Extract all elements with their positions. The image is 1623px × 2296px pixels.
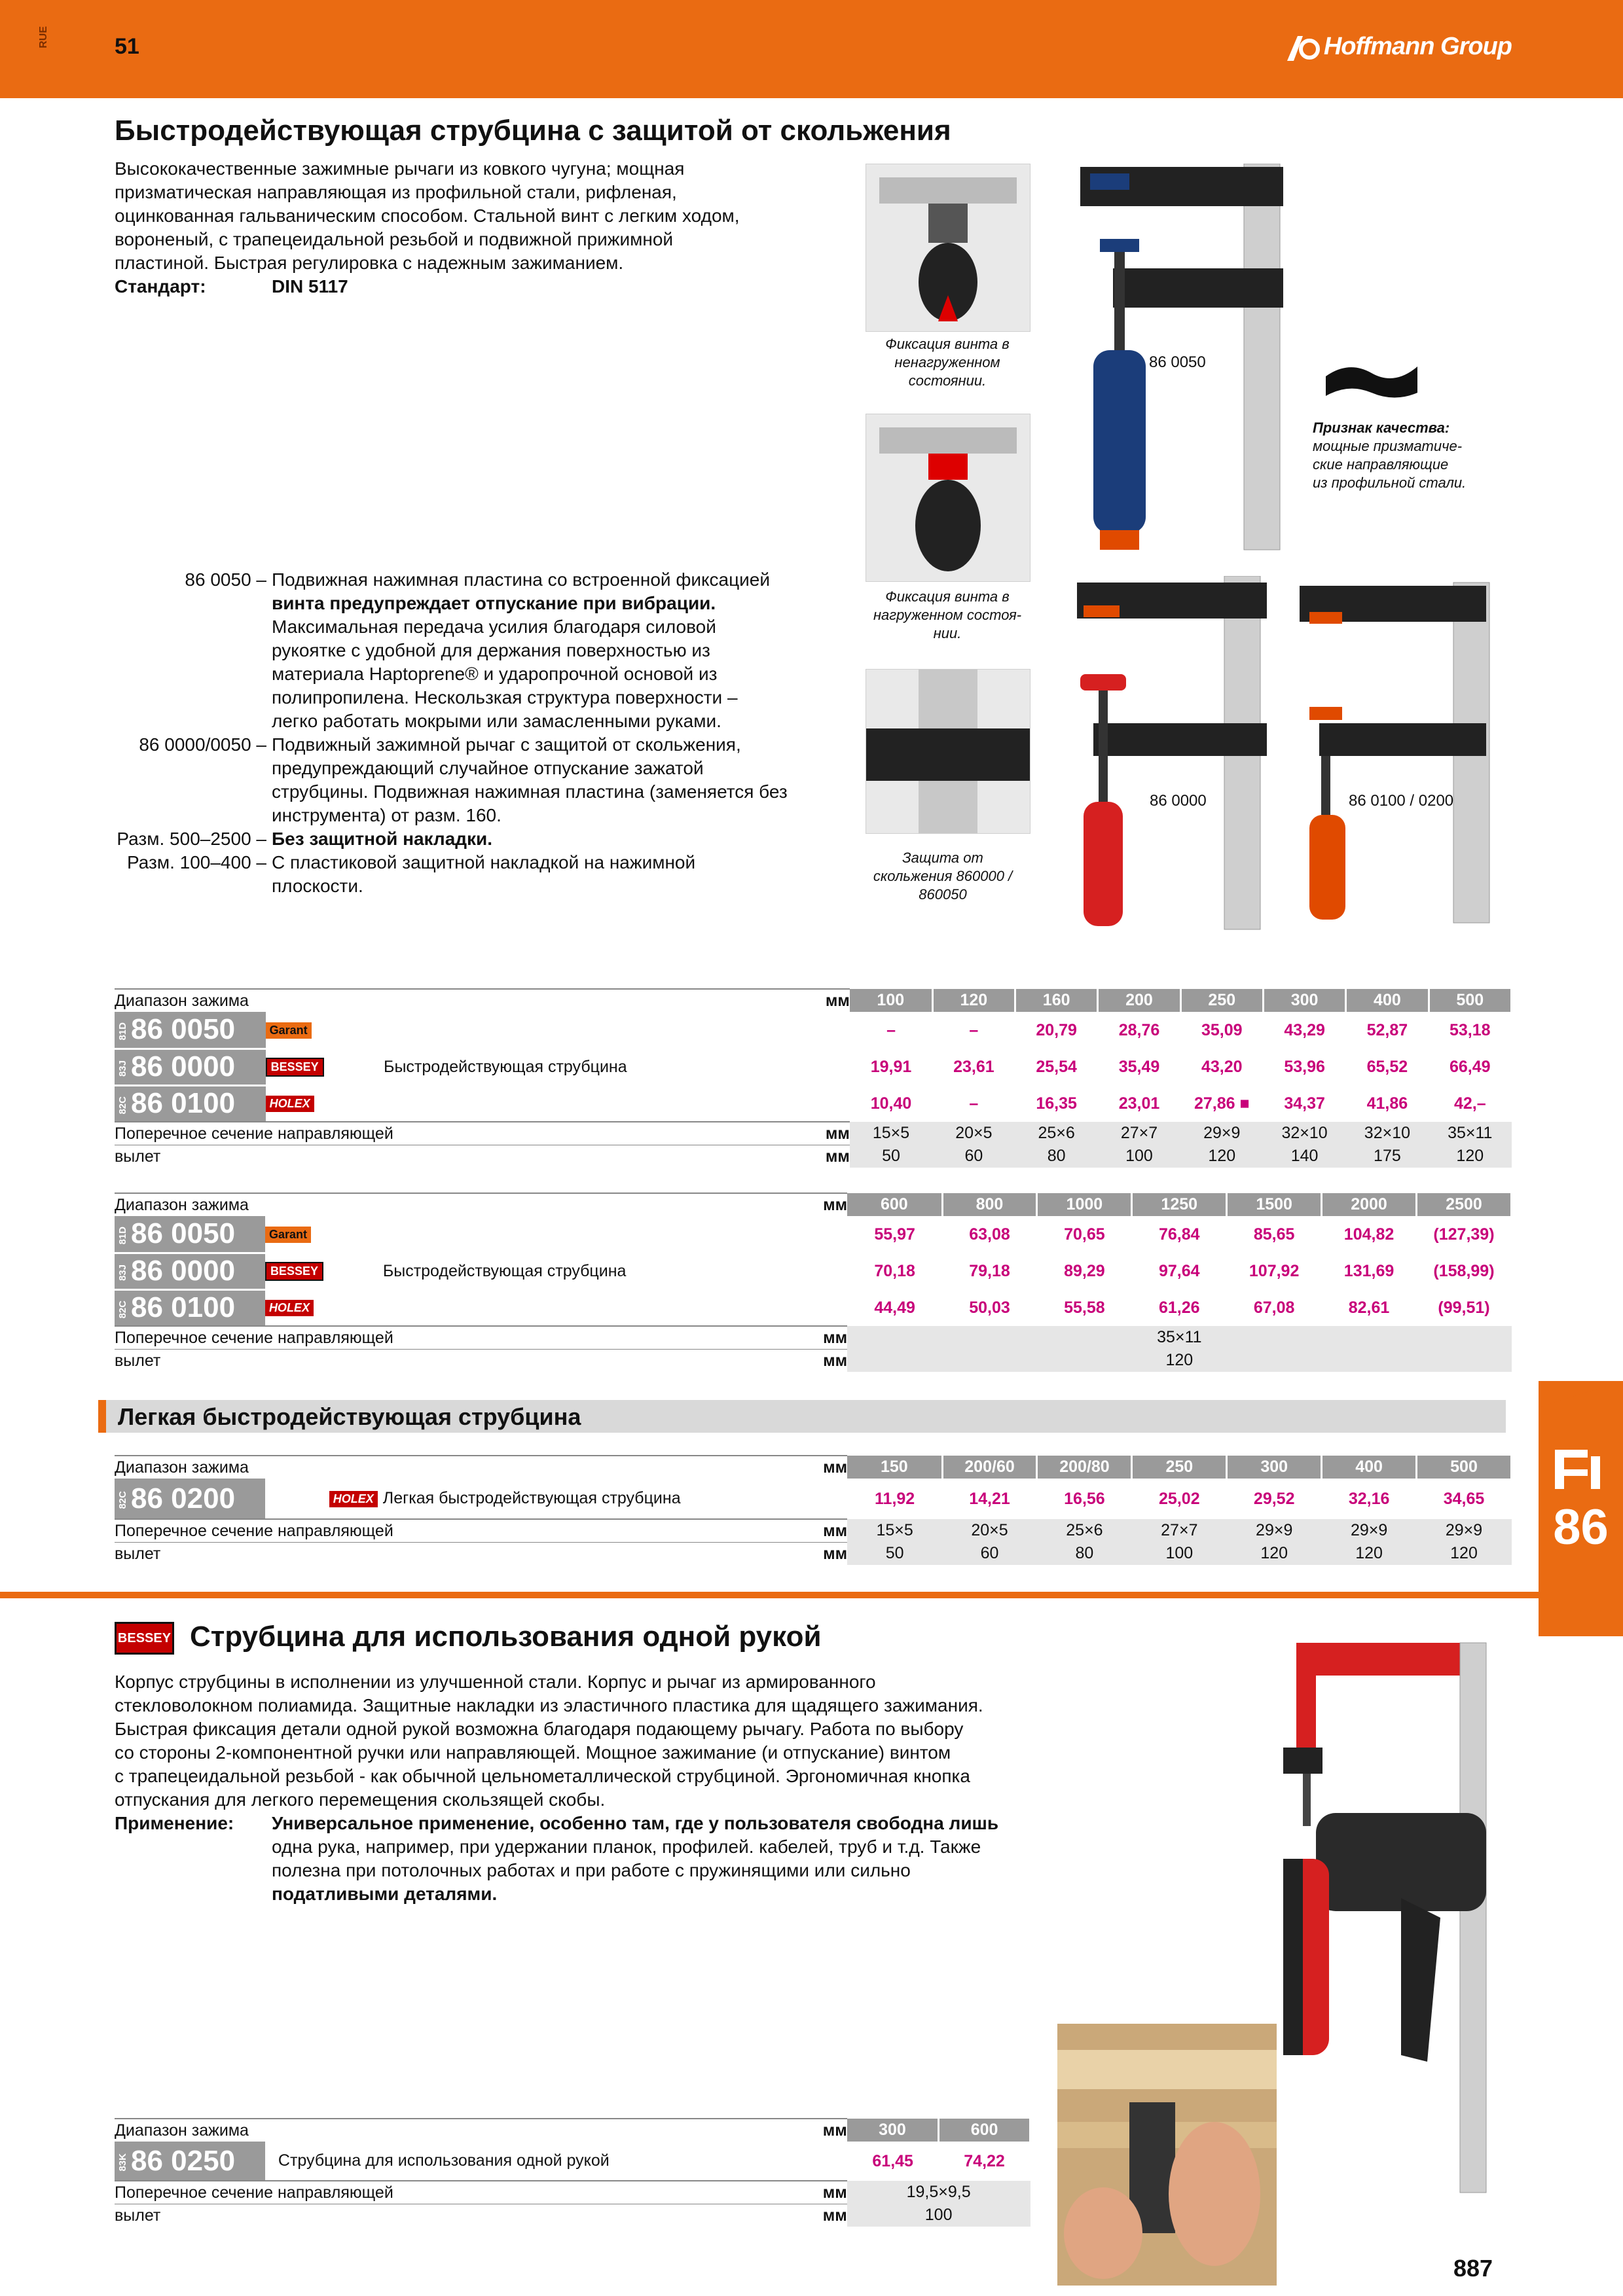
caption-slip-protection (851, 849, 1034, 904)
code-prefix: 82C (117, 1096, 128, 1115)
range-label: Диапазон зажима (115, 2119, 526, 2142)
body-line: с трапецеидальной резьбой - как обычной цельнометаллической струбциной. Эргономичная кнопка (115, 1766, 970, 1786)
unit-label: мм (526, 2119, 847, 2142)
article-number: 86 0000 (131, 1050, 236, 1083)
article-number: 86 0050 (131, 1013, 236, 1046)
cross-cell: 32×10 (1263, 1122, 1345, 1145)
caption-line: скольжения 860000 / (873, 868, 1013, 884)
reach-cell: 120 (1429, 1145, 1511, 1168)
table-row (115, 1479, 1512, 1519)
brand-cell (266, 1049, 384, 1085)
price-cell: 67,08 (1253, 1298, 1295, 1317)
bessey-logo: BESSEY (265, 1262, 323, 1281)
price-cell: 41,86 (1366, 1094, 1408, 1113)
price-cell: 20,79 (1036, 1020, 1077, 1039)
label-860000: 86 0000 (1150, 792, 1207, 810)
caption-line: Фиксация винта в (885, 588, 1010, 605)
unit-label: мм (644, 1350, 847, 1372)
bessey-logo: BESSEY (115, 1622, 174, 1655)
section2-title: Легкая быстродействующая струбцина (118, 1403, 581, 1430)
cross-label: Поперечное сечение направляющей (115, 1519, 644, 1543)
caption-line: из профильной стали. (1313, 475, 1467, 491)
size-cell: 1500 (1227, 1193, 1322, 1216)
code-prefix: 83J (117, 1264, 128, 1281)
note-line: Без защитной накладки. (272, 829, 493, 849)
cross-section-row (115, 1326, 1512, 1350)
cross-section-row (115, 1122, 1512, 1145)
range-label: Диапазон зажима (115, 1193, 644, 1216)
unit-label: мм (644, 1543, 847, 1566)
row-desc (384, 1012, 850, 1049)
article-code (115, 1085, 266, 1122)
application-label: Применение: (115, 1813, 234, 1833)
clamp-category-icon (1552, 1446, 1607, 1492)
price-cell: 34,65 (1443, 1489, 1485, 1508)
size-cell: 1250 (1132, 1193, 1227, 1216)
screw-lock-unloaded-image (866, 164, 1030, 332)
price-cell: 61,45 (872, 2151, 913, 2170)
table-row (115, 2142, 1030, 2181)
reach-cell: 120 (1417, 1543, 1512, 1566)
caption-screw-unloaded (859, 335, 1036, 390)
size-cell: 2000 (1322, 1193, 1417, 1216)
price-cell: 70,18 (874, 1261, 915, 1280)
note-code: 86 0000/0050 – (139, 734, 266, 755)
price-cell: 23,61 (953, 1057, 994, 1076)
clamp-usage-photo (1057, 2024, 1277, 2286)
note-code: Разм. 100–400 – (126, 852, 266, 872)
article-code (115, 1012, 266, 1049)
note-line: рукоятке с удобной для держания поверхностью из (272, 640, 710, 660)
article-code (115, 1479, 265, 1519)
size-cell: 300 (847, 2119, 939, 2142)
code-prefix: 81D (117, 1226, 128, 1245)
table-row (115, 1216, 1512, 1253)
article-code (115, 1216, 265, 1253)
note-line: Максимальная передача усилия благодаря силовой (272, 617, 716, 637)
bessey-logo: BESSEY (266, 1058, 324, 1077)
cross-cell: 27×7 (1132, 1519, 1227, 1543)
reach-cell: 120 (1322, 1543, 1417, 1566)
caption-line: 860050 (919, 886, 967, 903)
hoffmann-logo-icon (1286, 33, 1320, 62)
clamp-860100-image (1296, 576, 1506, 929)
reach-label: вылет (115, 2204, 526, 2227)
row-desc: Быстродействующая струбцина (382, 1261, 627, 1280)
price-cell: 35,49 (1118, 1057, 1160, 1076)
body-line: Корпус струбцины в исполнении из улучшенной стали. Корпус и рычаг из армированного (115, 1672, 876, 1692)
note-code: Разм. 500–2500 – (117, 829, 266, 849)
price-cell: 43,20 (1201, 1057, 1243, 1076)
garant-logo: Garant (266, 1022, 312, 1039)
price-cell: 35,09 (1201, 1020, 1243, 1039)
page-number: 887 (1453, 2255, 1493, 2282)
cross-section-row (115, 2181, 1030, 2204)
size-cell: 300 (1227, 1456, 1322, 1479)
caption-line: нии. (933, 625, 962, 641)
reach-row (115, 2204, 1030, 2227)
cross-label: Поперечное сечение направляющей (115, 1326, 644, 1350)
article-code (115, 1253, 265, 1289)
unit-label: мм (644, 1519, 847, 1543)
article-code (115, 1289, 265, 1326)
section-page-number: 51 (115, 34, 139, 59)
note-line: легко работать мокрыми или замасленными руками. (272, 711, 721, 731)
slip-protection-image (866, 669, 1030, 834)
row-desc: Легкая быстродействующая струбцина (382, 1489, 681, 1507)
size-cell: 600 (939, 2119, 1030, 2142)
row-desc: Струбцина для использования одной рукой (278, 2151, 610, 2170)
section3-title: Струбцина для использования одной рукой (190, 1621, 822, 1653)
row-desc (383, 1289, 847, 1326)
cross-cell: 35×11 (1429, 1122, 1511, 1145)
size-cell: 500 (1429, 989, 1511, 1012)
cross-cell: 32×10 (1346, 1122, 1429, 1145)
unit-label: мм (644, 1326, 847, 1350)
reach-cell: 80 (1015, 1145, 1098, 1168)
reach-row (115, 1145, 1512, 1168)
price-cell: (158,99) (1433, 1261, 1495, 1280)
caption-line: состоянии. (908, 372, 987, 389)
cross-label: Поперечное сечение направляющей (115, 1122, 646, 1145)
price-cell: 53,96 (1284, 1057, 1325, 1076)
note-line: винта предупреждает отпускание при вибрации. (272, 593, 716, 613)
caption-screw-loaded (859, 588, 1036, 643)
price-cell: 25,02 (1159, 1489, 1200, 1508)
article-number: 86 0100 (131, 1087, 236, 1120)
reach-cell: 60 (942, 1543, 1037, 1566)
price-cell: 52,87 (1366, 1020, 1408, 1039)
cross-section-row (115, 1519, 1512, 1543)
size-cell: 100 (850, 989, 932, 1012)
price-cell: 61,26 (1158, 1298, 1200, 1317)
price-cell: 70,65 (1064, 1225, 1105, 1244)
size-cell: 500 (1417, 1456, 1512, 1479)
article-code (115, 1049, 266, 1085)
price-cell: 55,58 (1064, 1298, 1105, 1317)
holex-logo: HOLEX (266, 1096, 314, 1112)
body-line: Быстрая фиксация детали одной рукой возможна благодаря подающему рычагу. Работа по выбору (115, 1719, 964, 1739)
brand-cell (266, 1012, 384, 1049)
note-line: Подвижный зажимной рычаг с защитой от скольжения, (272, 734, 741, 755)
caption-line: мощные призматиче- (1313, 438, 1463, 454)
size-cell: 400 (1322, 1456, 1417, 1479)
price-cell: 34,37 (1284, 1094, 1325, 1113)
spec-table-1 (115, 988, 1512, 1168)
section-divider (0, 1592, 1539, 1598)
row-desc: Быстродействующая струбцина (384, 1057, 627, 1076)
price-cell: 65,52 (1366, 1057, 1408, 1076)
holex-logo: HOLEX (329, 1491, 378, 1507)
size-cell: 300 (1263, 989, 1345, 1012)
spec-table-4 (115, 2118, 1031, 2227)
brand-cell (265, 1253, 383, 1289)
spec-table-3 (115, 1455, 1512, 1565)
note-line: плоскости. (272, 876, 363, 896)
section-number: 86 (1553, 1499, 1609, 1555)
intro-line: вороненый, с трапецеидальной резьбой и подвижной прижимной (115, 229, 674, 249)
code-prefix: 83J (117, 1060, 128, 1077)
row-desc (384, 1085, 850, 1122)
price-cell: 131,69 (1343, 1261, 1395, 1280)
section1-notes (115, 568, 848, 898)
cross-cell: 20×5 (942, 1519, 1037, 1543)
size-cell: 200 (1098, 989, 1180, 1012)
reach-cell: 50 (850, 1145, 932, 1168)
cross-cell: 20×5 (932, 1122, 1015, 1145)
logo-text: Hoffmann Group (1323, 33, 1512, 60)
price-cell: 29,52 (1253, 1489, 1295, 1508)
size-cell: 150 (847, 1456, 942, 1479)
price-cell: 11,92 (875, 1489, 915, 1508)
price-cell: – (969, 1094, 979, 1113)
reach-label: вылет (115, 1145, 646, 1168)
price-cell: 66,49 (1450, 1057, 1491, 1076)
reach-cell: 120 (847, 1350, 1511, 1372)
intro-line: Высококачественные зажимные рычаги из ковкого чугуна; мощная (115, 158, 685, 179)
table-header-row (115, 1193, 1512, 1216)
size-cell: 120 (932, 989, 1015, 1012)
code-prefix: 82C (117, 1491, 128, 1509)
guide-profile-image (1322, 357, 1421, 403)
reach-cell: 140 (1263, 1145, 1345, 1168)
price-cell: 10,40 (870, 1094, 912, 1113)
price-cell: 23,01 (1118, 1094, 1160, 1113)
one-hand-clamp-image (1244, 1636, 1532, 2199)
article-number: 86 0050 (131, 1217, 236, 1250)
intro-line: призматическая направляющая из профильной стали, рифленая, (115, 182, 677, 202)
price-cell: 19,91 (870, 1057, 912, 1076)
article-number: 86 0200 (131, 1482, 236, 1515)
caption-line: Фиксация винта в (885, 336, 1010, 352)
price-cell: – (969, 1020, 979, 1039)
reach-cell: 50 (847, 1543, 942, 1566)
price-cell: 53,18 (1450, 1020, 1491, 1039)
unit-label: мм (644, 1193, 847, 1216)
price-cell: (99,51) (1438, 1298, 1490, 1317)
price-cell: (127,39) (1433, 1225, 1495, 1244)
code-prefix: 81D (117, 1022, 128, 1041)
reach-cell: 175 (1346, 1145, 1429, 1168)
price-cell: 50,03 (969, 1298, 1010, 1317)
price-cell: 16,56 (1064, 1489, 1105, 1508)
brand-cell (265, 1479, 383, 1519)
unit-label: мм (526, 2204, 847, 2227)
size-cell: 800 (942, 1193, 1037, 1216)
price-cell: 89,29 (1064, 1261, 1105, 1280)
table-header-row (115, 989, 1512, 1012)
brand-cell (266, 1085, 384, 1122)
size-cell: 160 (1015, 989, 1098, 1012)
size-cell: 200/80 (1037, 1456, 1132, 1479)
price-cell: 16,35 (1036, 1094, 1077, 1113)
size-cell: 600 (847, 1193, 942, 1216)
price-cell: 104,82 (1343, 1225, 1395, 1244)
code-prefix: 82C (117, 1300, 128, 1319)
row-desc (383, 1216, 847, 1253)
reach-cell: 80 (1037, 1543, 1132, 1566)
price-cell: 76,84 (1158, 1225, 1200, 1244)
hoffmann-logo (1286, 33, 1512, 62)
size-cell: 400 (1346, 989, 1429, 1012)
price-cell: 42,– (1453, 1094, 1486, 1113)
reach-label: вылет (115, 1543, 644, 1566)
body-line: отпускания для легкого перемещения скользящей скобы. (115, 1789, 606, 1810)
note-code: 86 0050 – (185, 569, 266, 590)
price-cell: – (886, 1020, 896, 1039)
range-label: Диапазон зажима (115, 1456, 644, 1479)
reach-row (115, 1543, 1512, 1566)
table-row (115, 1049, 1512, 1085)
note-line: полипропилена. Нескользкая структура поверхности – (272, 687, 738, 708)
application-line: Универсальное применение, особенно там, где у пользователя свободна лишь (272, 1813, 999, 1833)
caption-line: ненагруженном (894, 354, 1000, 370)
article-code (115, 2142, 265, 2181)
cross-cell: 29×9 (1417, 1519, 1512, 1543)
section1-title: Быстродействующая струбцина с защитой от скольжения (115, 115, 951, 147)
label-860100: 86 0100 / 0200 (1349, 792, 1454, 810)
price-cell: 25,54 (1036, 1057, 1077, 1076)
cross-cell: 15×5 (847, 1519, 942, 1543)
price-cell: 107,92 (1249, 1261, 1300, 1280)
brand-cell (265, 1216, 383, 1253)
size-cell: 250 (1132, 1456, 1227, 1479)
article-number: 86 0100 (131, 1291, 236, 1324)
unit-label: мм (646, 1145, 850, 1168)
table-row (115, 1253, 1512, 1289)
cross-cell: 27×7 (1098, 1122, 1180, 1145)
screw-lock-loaded-image (866, 414, 1030, 582)
reach-label: вылет (115, 1350, 644, 1372)
unit-label: мм (644, 1456, 847, 1479)
garant-logo: Garant (265, 1227, 311, 1243)
price-cell: 32,16 (1348, 1489, 1390, 1508)
size-cell: 2500 (1416, 1193, 1511, 1216)
catalog-code: RUE (38, 26, 49, 48)
caption-quality (1313, 419, 1489, 492)
price-cell: 14,21 (969, 1489, 1010, 1508)
unit-label: мм (646, 1122, 850, 1145)
table-row (115, 1289, 1512, 1326)
caption-line: ские направляющие (1313, 456, 1449, 473)
label-860050: 86 0050 (1149, 353, 1206, 371)
intro-line: пластиной. Быстрая регулировка с надежным зажиманием. (115, 253, 624, 273)
price-cell: 27,86 ■ (1194, 1094, 1250, 1113)
price-cell: 85,65 (1253, 1225, 1295, 1244)
article-number: 86 0250 (131, 2144, 236, 2177)
caption-line: нагруженном состоя- (873, 607, 1022, 623)
body-line: стекловолокном полиамида. Защитные накладки из эластичного пластика для щадящего зажимания. (115, 1695, 983, 1715)
section3-body (115, 1670, 1031, 1906)
cross-cell: 29×9 (1322, 1519, 1417, 1543)
price-cell: 43,29 (1284, 1020, 1325, 1039)
price-cell: 44,49 (874, 1298, 915, 1317)
size-cell: 200/60 (942, 1456, 1037, 1479)
cross-cell: 15×5 (850, 1122, 932, 1145)
reach-cell: 100 (847, 2204, 1030, 2227)
spec-table-2 (115, 1193, 1512, 1372)
price-cell: 55,97 (874, 1225, 915, 1244)
note-line: Подвижная нажимная пластина со встроенной фиксацией (272, 569, 771, 590)
standard-value: DIN 5117 (272, 276, 348, 296)
unit-label: мм (526, 2181, 847, 2204)
price-cell: 97,64 (1158, 1261, 1200, 1280)
price-cell: 74,22 (964, 2151, 1005, 2170)
note-line: С пластиковой защитной накладкой на нажимной (272, 852, 696, 872)
price-cell: 82,61 (1348, 1298, 1390, 1317)
reach-cell: 120 (1227, 1543, 1322, 1566)
cross-cell: 25×6 (1037, 1519, 1132, 1543)
table-row (115, 1012, 1512, 1049)
note-line: струбцины. Подвижная нажимная пластина (заменяется без (272, 781, 788, 802)
unit-label: мм (646, 989, 850, 1012)
caption-line: Признак качества: (1313, 420, 1450, 436)
price-cell: 63,08 (969, 1225, 1010, 1244)
caption-line: Защита от (902, 850, 983, 866)
cross-cell: 19,5×9,5 (847, 2181, 1030, 2204)
price-cell: 28,76 (1118, 1020, 1160, 1039)
size-cell: 250 (1180, 989, 1263, 1012)
cross-label: Поперечное сечение направляющей (115, 2181, 526, 2204)
holex-logo: HOLEX (265, 1300, 314, 1316)
table-row (115, 1085, 1512, 1122)
note-line: материала Haptoprene® и ударопрочной основой из (272, 664, 718, 684)
size-cell: 1000 (1037, 1193, 1132, 1216)
code-prefix: 83K (117, 2153, 128, 2172)
application-line: полезна при потолочных работах и при работе с пружинящими или сильно (272, 1860, 911, 1880)
brand-cell (265, 1289, 383, 1326)
reach-cell: 120 (1180, 1145, 1263, 1168)
section1-intro (115, 157, 867, 298)
article-number: 86 0000 (131, 1255, 236, 1287)
standard-label: Стандарт: (115, 276, 206, 296)
application-line: податливыми деталями. (272, 1884, 498, 1904)
reach-cell: 100 (1098, 1145, 1180, 1168)
body-line: со стороны 2-компонентной ручки или направляющей. Мощное зажимание (и отпускание) винтом (115, 1742, 951, 1763)
table-header-row (115, 1456, 1512, 1479)
cross-cell: 35×11 (847, 1326, 1511, 1350)
price-cell: 79,18 (969, 1261, 1010, 1280)
range-label: Диапазон зажима (115, 989, 646, 1012)
reach-cell: 100 (1132, 1543, 1227, 1566)
intro-line: оцинкованная гальваническим способом. Стальной винт с легким ходом, (115, 206, 740, 226)
section2-accent (98, 1400, 106, 1433)
note-line: предупреждающий случайное отпускание зажатой (272, 758, 704, 778)
reach-row (115, 1350, 1512, 1372)
application-line: одна рука, например, при удержании планок, профилей. кабелей, труб и т.д. Также (272, 1837, 981, 1857)
cross-cell: 25×6 (1015, 1122, 1098, 1145)
reach-cell: 60 (932, 1145, 1015, 1168)
cross-cell: 29×9 (1180, 1122, 1263, 1145)
clamp-860000-image (1074, 576, 1283, 942)
cross-cell: 29×9 (1227, 1519, 1322, 1543)
note-line: инструмента) от разм. 160. (272, 805, 501, 825)
table-header-row (115, 2119, 1030, 2142)
